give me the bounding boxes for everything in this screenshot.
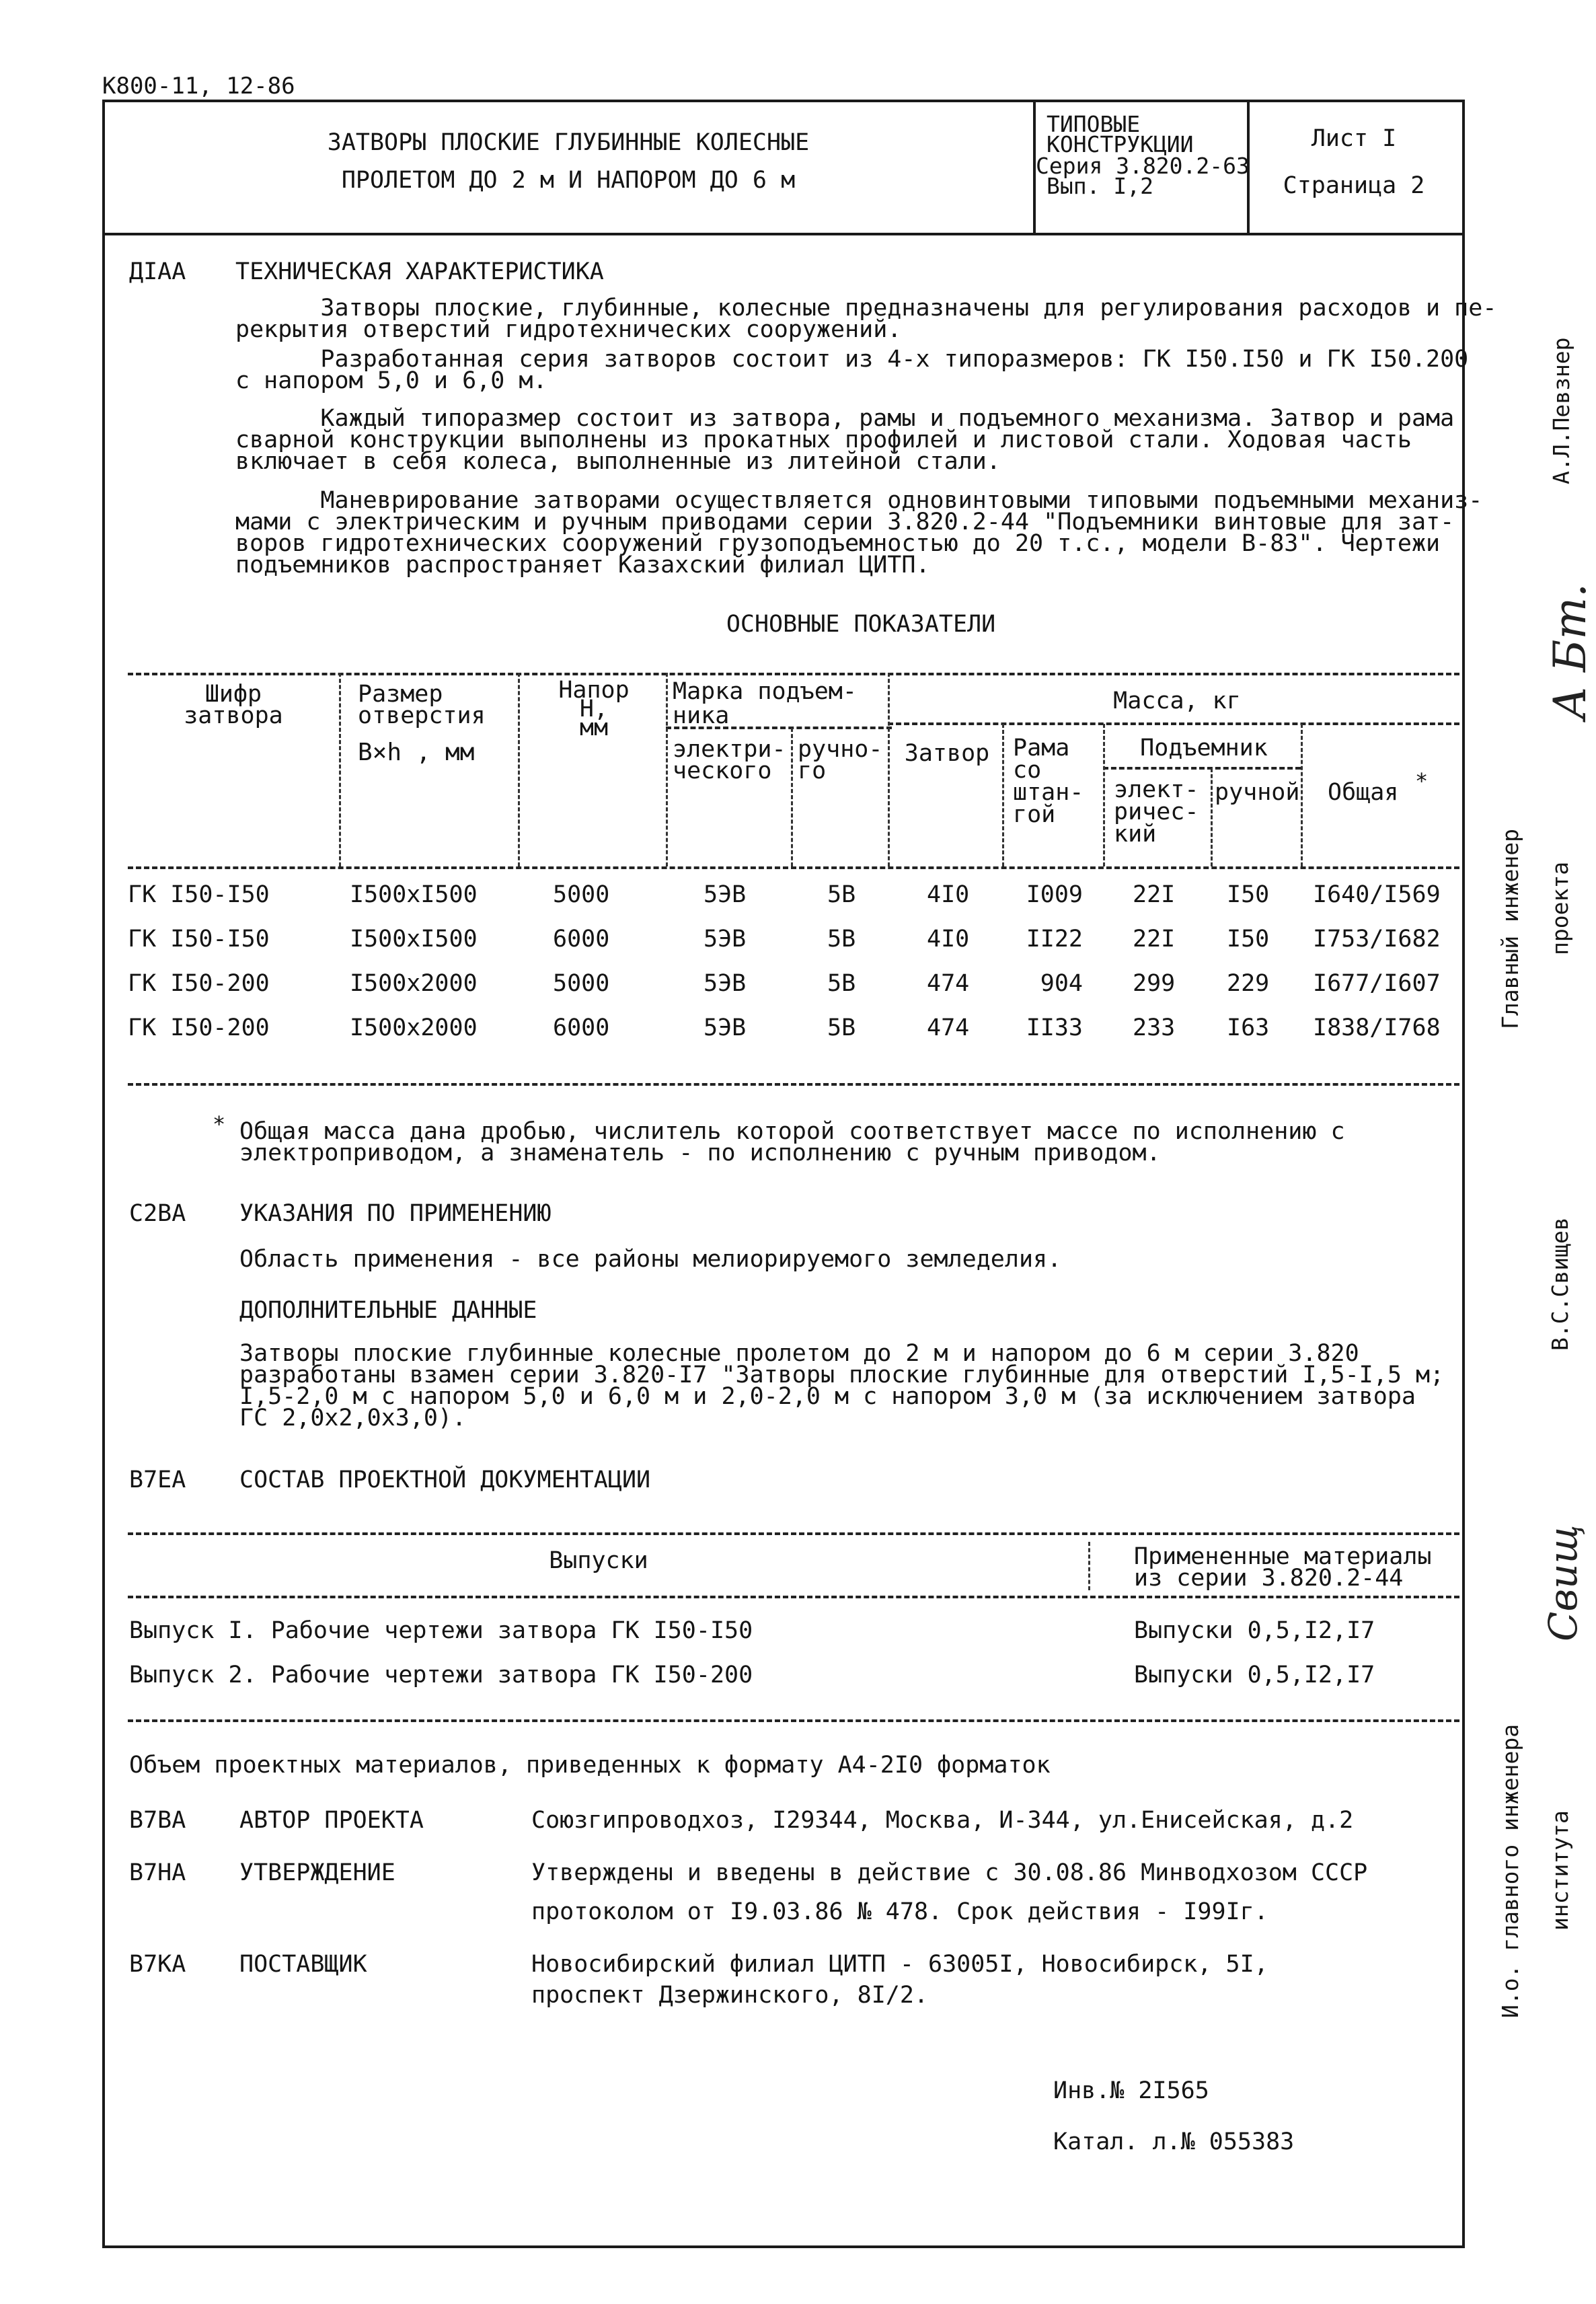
footnote: Общая масса дана дробью, числитель которой соответствует массе по исполнению с электроприводом, а знаменатель - по исполнению с ручным приводом. <box>239 1118 1345 1166</box>
cell-rama: 904 <box>1040 970 1083 997</box>
th-zatvor: Затвор <box>904 740 990 767</box>
sec-approve-title: УТВЕРЖДЕНИЕ <box>239 1859 395 1886</box>
th-p-electr: элект- ричес- кий <box>1114 776 1199 848</box>
docs-bottom-line <box>128 1719 1459 1722</box>
document-code: К800-11, 12-86 <box>102 73 295 100</box>
cell-shifr: ГК I50-I50 <box>128 881 270 908</box>
sec-author-title: АВТОР ПРОЕКТА <box>239 1807 424 1834</box>
catalog-number: Катал. л.№ 055383 <box>1053 2128 1295 2155</box>
approve-text-2: протоколом от I9.03.86 № 478. Срок действия - I99Iг. <box>531 1898 1268 1925</box>
cell-razmer: I500x2000 <box>350 970 478 997</box>
cell-p-el: 299 <box>1133 970 1176 997</box>
docs-th-materials: Примененные материалы из серии 3.820.2-44 <box>1134 1543 1432 1592</box>
table-top-line <box>128 673 1459 675</box>
table-podem-line <box>1103 767 1301 770</box>
sec-tech-code: ДIАА <box>129 258 186 285</box>
sec-apply-title: УКАЗАНИЯ ПО ПРИМЕНЕНИЮ <box>239 1200 552 1227</box>
cell-marka-r: 5В <box>827 881 856 908</box>
cell-p-el: 22I <box>1133 926 1176 953</box>
th-star: * <box>1415 768 1429 794</box>
th-razmer-unit: B×h , мм <box>358 739 475 766</box>
docs-top-line <box>128 1532 1459 1535</box>
cell-marka-el: 5ЭВ <box>704 926 747 953</box>
tech-paragraph-2: Разработанная серия затворов состоит из 4-х типоразмеров: ГК I50.I50 и ГК I50.200 с напором 5,0 и 6,0 м. <box>235 346 1469 394</box>
header-series-line3: Серия 3.820.2-63 <box>1036 153 1250 179</box>
th-electr: электри- ческого <box>673 736 786 784</box>
cell-rama: II22 <box>1026 926 1083 953</box>
th-podem: Подъемник <box>1140 735 1268 761</box>
th-massa: Масса, кг <box>1113 688 1241 714</box>
add-data-text: Затворы плоские глубинные колесные пролетом до 2 м и напором до 6 м серии 3.820 разработаны взамен серии 3.820-I7 "Затворы плоские глубинные для отверстий I,5-I,5 м; I,5-2,0 м с напором 5,0 и 6,0 м и 2,0-2,0 м с напором 3,0 м (за исключением затвора ГС 2,0x2,0x3,0). <box>239 1340 1445 1432</box>
cell-marka-r: 5В <box>827 1014 856 1041</box>
col-sep-8 <box>1211 768 1213 866</box>
col-sep-2 <box>518 673 520 866</box>
cell-napor: 6000 <box>553 1014 610 1041</box>
header-sheet: Лист I <box>1311 125 1397 152</box>
cell-p-r: I63 <box>1227 1014 1270 1041</box>
col-sep-1 <box>339 673 341 866</box>
side-acting-chief: И.о. главного инженера <box>1497 1723 1523 2018</box>
col-sep-6 <box>1002 724 1004 866</box>
docs-cell-issue: Выпуск I. Рабочие чертежи затвора ГК I50-I50 <box>129 1617 753 1644</box>
cell-napor: 5000 <box>553 970 610 997</box>
cell-p-el: 22I <box>1133 881 1176 908</box>
cell-razmer: I500xI500 <box>350 926 478 953</box>
cell-zatvor: 474 <box>927 970 970 997</box>
col-sep-7 <box>1103 724 1105 866</box>
header-title-line1: ЗАТВОРЫ ПЛОСКИЕ ГЛУБИННЫЕ КОЛЕСНЫЕ <box>327 129 810 156</box>
main-table-title: ОСНОВНЫЕ ПОКАЗАТЕЛИ <box>726 611 996 638</box>
approve-text-1: Утверждены и введены в действие с 30.08.86 Минводхозом СССР <box>531 1859 1368 1886</box>
th-marka: Марка подъем- ника <box>673 678 857 729</box>
header-bottom-line <box>102 233 1462 235</box>
sec-docs-title: СОСТАВ ПРОЕКТНОЙ ДОКУМЕНТАЦИИ <box>239 1466 651 1493</box>
cell-p-r: I50 <box>1227 881 1270 908</box>
apply-text: Область применения - все районы мелиорируемого земледелия. <box>239 1246 1062 1273</box>
th-napor: Напор Н, мм <box>558 677 630 741</box>
cell-p-r: I50 <box>1227 926 1270 953</box>
footnote-mark: * <box>213 1111 226 1137</box>
docs-cell-issue: Выпуск 2. Рабочие чертежи затвора ГК I50-200 <box>129 1662 753 1688</box>
col-sep-3 <box>666 673 668 866</box>
tech-paragraph-1: Затворы плоские, глубинные, колесные предназначены для регулирования расходов и пе- рекрытия отверстий гидротехнических сооружений. <box>235 295 1497 343</box>
sec-author-code: В7ВА <box>129 1807 186 1834</box>
signature-svishev: Свищ <box>1540 1524 1586 1641</box>
th-ruchn: ручно- го <box>798 736 883 784</box>
tech-paragraph-3: Каждый типоразмер состоит из затвора, рамы и подъемного механизма. Затвор и рама сварной конструкции выполнены из прокатных профилей и листовой стали. Ходовая часть включает в себя колеса, выполненные из литейной стали. <box>235 405 1455 475</box>
inventory-number: Инв.№ 2I565 <box>1053 2077 1209 2104</box>
cell-obsh: I838/I768 <box>1313 1014 1441 1041</box>
cell-obsh: I640/I569 <box>1313 881 1441 908</box>
signature-pevzner: А Бт. <box>1544 583 1596 720</box>
th-rama: Рама со штан- гой <box>1013 735 1084 828</box>
sec-supplier-title: ПОСТАВЩИК <box>239 1951 367 1978</box>
docs-volume: Объем проектных материалов, приведенных к формату А4-2I0 форматок <box>129 1752 1051 1779</box>
side-svishev: В.С.Свищев <box>1547 1217 1573 1351</box>
cell-obsh: I677/I607 <box>1313 970 1441 997</box>
header-page: Страница 2 <box>1283 172 1425 199</box>
side-chief-engineer: Главный инженер <box>1497 828 1523 1029</box>
sec-apply-code: С2ВА <box>129 1200 186 1227</box>
col-sep-5 <box>888 673 890 866</box>
sec-supplier-code: В7КА <box>129 1951 186 1978</box>
add-data-title: ДОПОЛНИТЕЛЬНЫЕ ДАННЫЕ <box>239 1297 537 1324</box>
cell-shifr: ГК I50-200 <box>128 1014 270 1041</box>
table-mass-line <box>888 722 1459 725</box>
header-series-line1: ТИПОВЫЕ <box>1047 111 1141 137</box>
side-pevzner: А.Л.Певзнер <box>1548 337 1574 484</box>
cell-marka-r: 5В <box>827 970 856 997</box>
cell-zatvor: 4I0 <box>927 926 970 953</box>
cell-napor: 6000 <box>553 926 610 953</box>
col-sep-9 <box>1301 724 1303 866</box>
cell-marka-el: 5ЭВ <box>704 970 747 997</box>
cell-rama: I009 <box>1026 881 1083 908</box>
side-institute: института <box>1547 1810 1573 1931</box>
cell-zatvor: 474 <box>927 1014 970 1041</box>
cell-zatvor: 4I0 <box>927 881 970 908</box>
th-shifr: Шифр затвора <box>184 681 283 729</box>
th-p-ruchn: ручной <box>1215 779 1300 806</box>
cell-razmer: I500x2000 <box>350 1014 478 1041</box>
sec-approve-code: В7НА <box>129 1859 186 1886</box>
sec-docs-code: В7ЕА <box>129 1466 186 1493</box>
side-project: проекта <box>1547 861 1573 955</box>
cell-marka-el: 5ЭВ <box>704 881 747 908</box>
col-sep-4 <box>791 728 793 866</box>
cell-napor: 5000 <box>553 881 610 908</box>
tech-paragraph-4: Маневрирование затворами осуществляется одновинтовыми типовыми подъемными механиз- мами с электрическим и ручным приводами серии 3.820.2-44 "Подъемники винтовые для зат- воров гидротехнических сооружений грузоподъемностью до 20 т.с., модели В-83". Чертежи подъемников распространяет Казахский филиал ЦИТП. <box>235 487 1483 579</box>
supplier-text-2: проспект Дзержинского, 8I/2. <box>531 1982 929 2009</box>
cell-rama: II33 <box>1026 1014 1083 1041</box>
docs-cell-materials: Выпуски 0,5,I2,I7 <box>1134 1617 1375 1644</box>
th-razmer: Размер отверстия <box>358 681 486 729</box>
cell-shifr: ГК I50-200 <box>128 970 270 997</box>
cell-shifr: ГК I50-I50 <box>128 926 270 953</box>
header-series-line2: КОНСТРУКЦИИ <box>1047 131 1194 157</box>
cell-razmer: I500xI500 <box>350 881 478 908</box>
docs-th-issues: Выпуски <box>549 1547 648 1574</box>
docs-cell-materials: Выпуски 0,5,I2,I7 <box>1134 1662 1375 1688</box>
header-title-line2: ПРОЛЕТОМ ДО 2 м И НАПОРОМ ДО 6 м <box>341 167 796 194</box>
th-obsh: Общая <box>1328 779 1399 806</box>
sec-tech-title: ТЕХНИЧЕСКАЯ ХАРАКТЕРИСТИКА <box>235 258 604 285</box>
supplier-text-1: Новосибирский филиал ЦИТП - 63005I, Новосибирск, 5I, <box>531 1951 1268 1978</box>
cell-marka-r: 5В <box>827 926 856 953</box>
cell-p-r: 229 <box>1227 970 1270 997</box>
cell-obsh: I753/I682 <box>1313 926 1441 953</box>
author-text: Союзгипроводхоз, I29344, Москва, И-344, ул.Енисейская, д.2 <box>531 1807 1354 1834</box>
cell-p-el: 233 <box>1133 1014 1176 1041</box>
cell-marka-el: 5ЭВ <box>704 1014 747 1041</box>
docs-col-sep <box>1088 1542 1090 1590</box>
header-series-line4: Вып. I,2 <box>1047 173 1153 199</box>
table-bottom-line <box>128 1083 1459 1086</box>
docs-header-line <box>128 1596 1459 1598</box>
table-header-bottom-line <box>128 866 1459 869</box>
